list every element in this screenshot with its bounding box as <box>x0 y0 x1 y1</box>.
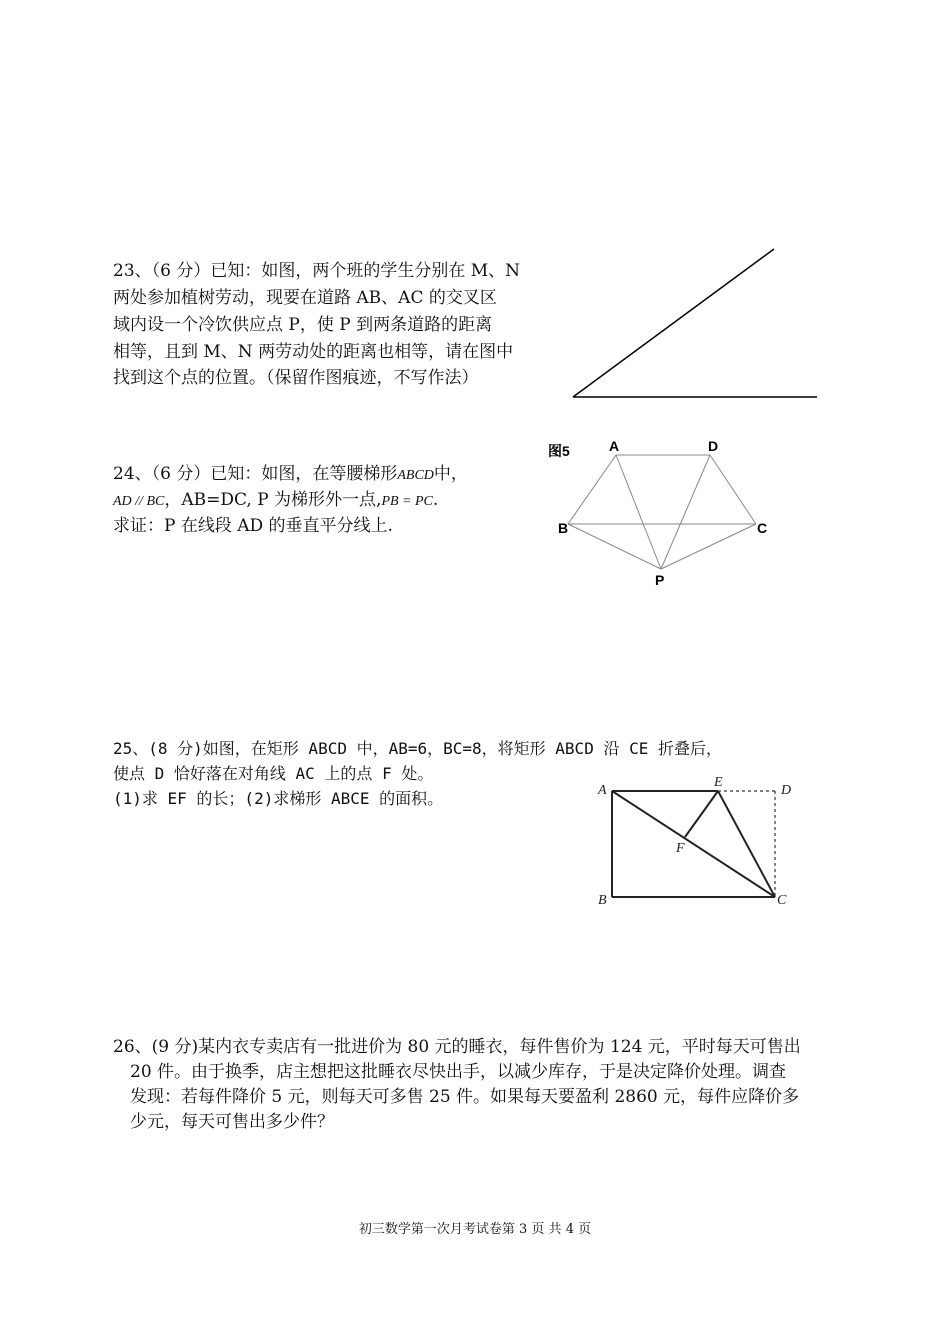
q24-line-2-end: . <box>432 490 439 510</box>
q24-line-1-text: 24、（6 分）已知：如图，在等腰梯形 <box>113 464 398 484</box>
q23-road-ab <box>573 249 774 397</box>
q24-math-pb-pc: PB = PC <box>381 494 433 509</box>
q24-figure-title: 图5 <box>548 443 570 459</box>
q24-label-c: C <box>757 520 768 536</box>
q24-line-1-end: 中， <box>433 464 468 484</box>
q23-line-3: 域内设一个冷饮供应点 P，使 P 到两条道路的距离 <box>113 315 493 335</box>
q26-line-4: 少元，每天可售出多少件？ <box>130 1112 334 1132</box>
q23-line-1: 23、（6 分）已知：如图，两个班的学生分别在 M、N <box>113 261 521 281</box>
q25-diagonal-ac <box>612 791 775 897</box>
q25-label-b: B <box>598 893 607 908</box>
q25-segment-ef <box>685 791 718 837</box>
q25-label-d: D <box>781 783 792 798</box>
q25-rectangle-figure <box>590 770 810 920</box>
q24-label-a: A <box>609 438 620 454</box>
q26-line-2: 20 件。由于换季，店主想把这批睡衣尽快出手，以减少库存，于是决定降价处理。调查 <box>130 1062 787 1082</box>
q24-edge-dc <box>710 455 756 524</box>
q24-trapezoid-figure <box>540 430 780 590</box>
q24-line-3: 求证：P 在线段 AD 的垂直平分线上. <box>113 516 393 536</box>
q25-line-1: 25、(8 分)如图，在矩形 ABCD 中，AB=6，BC=8，将矩形 ABCD 沿 CE 折叠后， <box>113 739 722 758</box>
q24-label-b: B <box>558 520 569 536</box>
q25-label-f: F <box>676 841 685 856</box>
q24-label-d: D <box>708 438 719 454</box>
q23-angle-figure <box>560 240 830 405</box>
q25-line-3: (1)求 EF 的长；(2)求梯形 ABCE 的面积。 <box>113 789 444 808</box>
q24-edge-ap <box>616 455 661 569</box>
q24-label-p: P <box>655 572 665 588</box>
q24-line-2 <box>113 487 438 515</box>
q24-math-ad-parallel-bc: AD // BC <box>113 494 165 509</box>
q25-label-e: E <box>714 775 723 790</box>
q25-label-a: A <box>598 783 607 798</box>
page-footer: 初三数学第一次月考试卷第 3 页 共 4 页 <box>358 1222 592 1237</box>
q24-edge-bp <box>568 524 661 569</box>
q23-line-5: 找到这个点的位置。（保留作图痕迹，不写作法） <box>113 368 479 388</box>
q24-edge-cp <box>661 524 756 569</box>
q24-edge-dp <box>661 455 710 569</box>
q25-fold-ce <box>718 791 775 897</box>
q24-line-1 <box>113 461 468 489</box>
q26-line-3: 发现：若每件降价 5 元，则每天可多售 25 件。如果每天要盈利 2860 元，每件应降价多 <box>130 1087 800 1107</box>
q24-edge-ab <box>568 455 616 524</box>
q26-line-1: 26、(9 分)某内衣专卖店有一批进价为 80 元的睡衣，每件售价为 124 元，平时每天可售出 <box>113 1037 801 1057</box>
q24-math-abcd: ABCD <box>397 468 434 483</box>
q23-line-4: 相等，且到 M、N 两劳动处的距离也相等，请在图中 <box>113 342 514 362</box>
q23-line-2: 两处参加植树劳动，现要在道路 AB、AC 的交叉区 <box>113 288 497 308</box>
q24-line-2-mid: ，AB=DC, P 为梯形外一点, <box>164 490 382 510</box>
q25-line-2: 使点 D 恰好落在对角线 AC 上的点 F 处。 <box>113 764 434 783</box>
q25-label-c: C <box>777 893 787 908</box>
